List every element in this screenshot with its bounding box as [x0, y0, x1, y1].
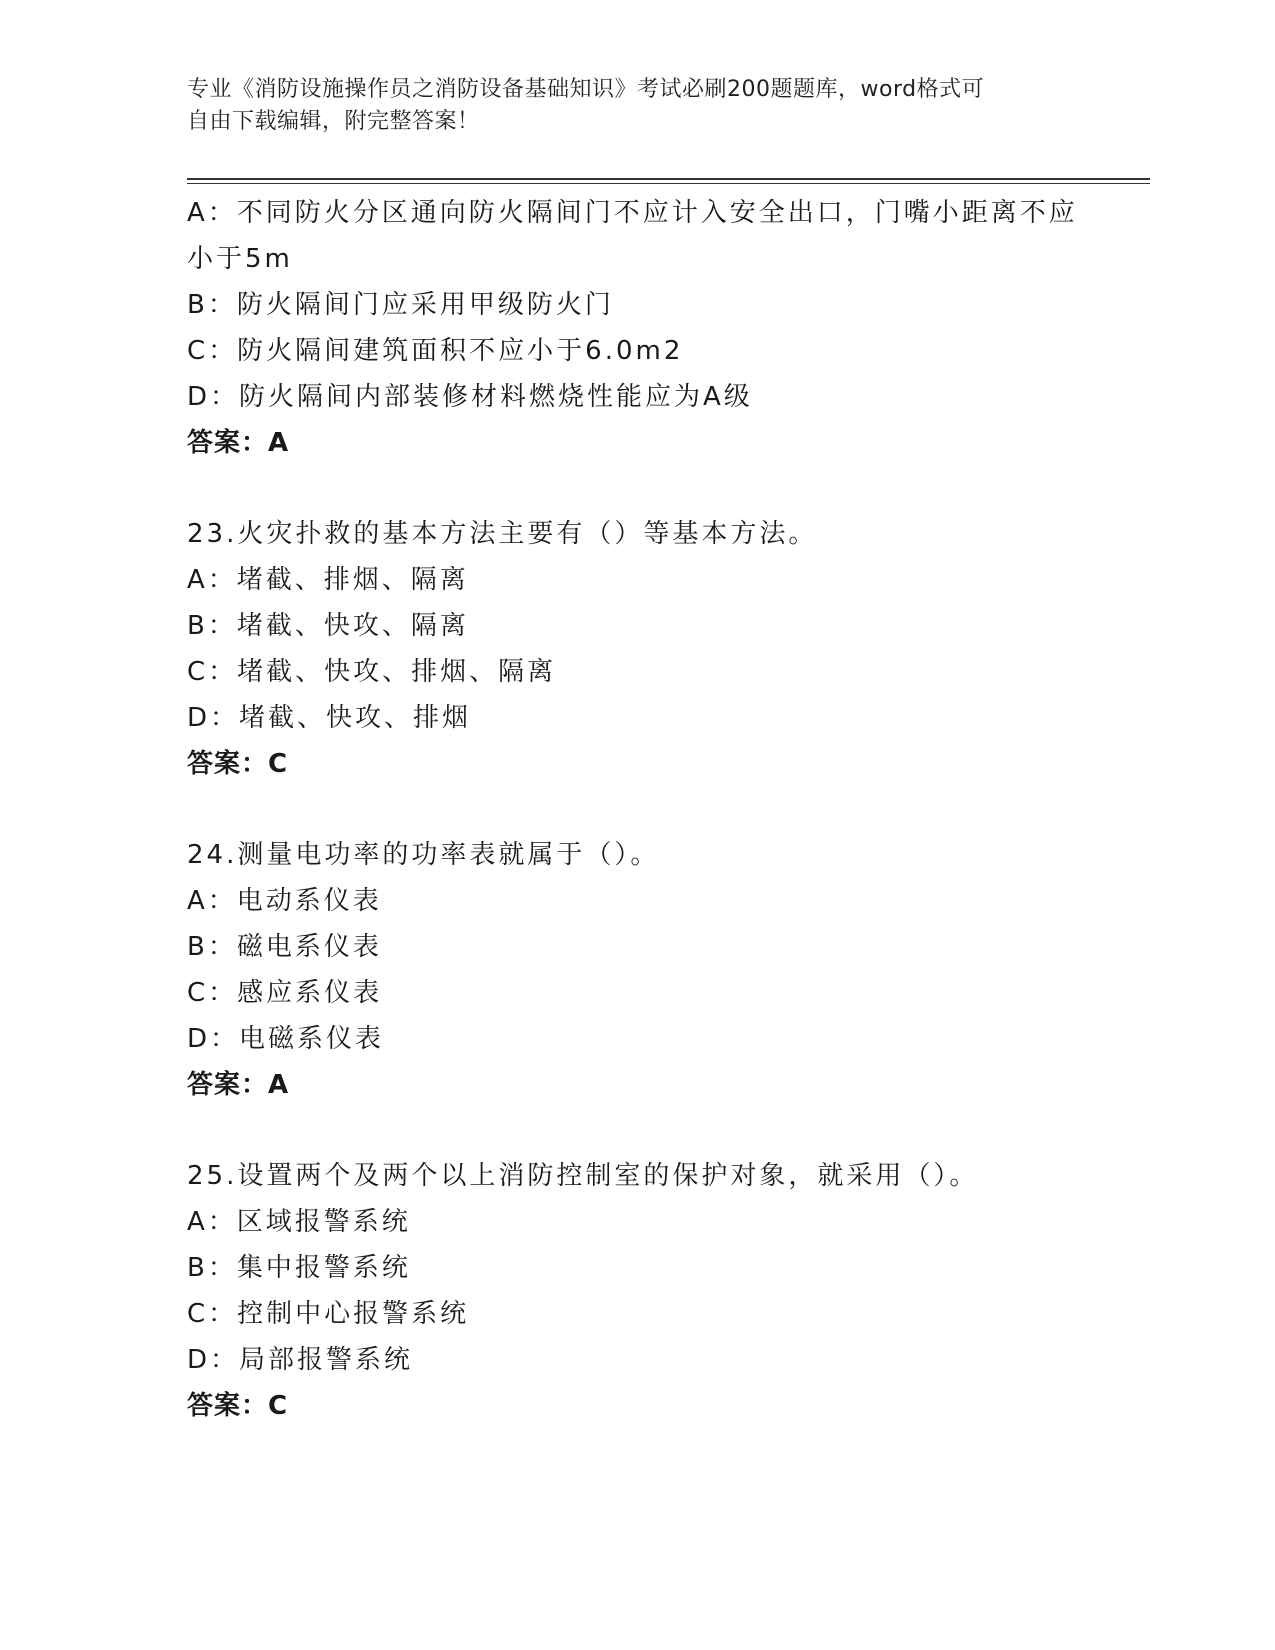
question-24-block: [187, 832, 1087, 1108]
question-spacer: [187, 787, 1087, 832]
question-spacer: [187, 1108, 1087, 1153]
q23-question: 23.火灾扑救的基本方法主要有（）等基本方法。: [187, 519, 818, 549]
question-25-block: [187, 1153, 1087, 1429]
q25-answer: 答案：C: [187, 1391, 289, 1421]
q25-option-a: A：区域报警系统: [187, 1207, 411, 1237]
question-spacer: [187, 466, 1087, 511]
q22-answer: 答案：A: [187, 428, 290, 458]
header-line-2: 自由下载编辑，附完整答案！: [187, 109, 480, 134]
q24-question: 24.测量电功率的功率表就属于（）。: [187, 840, 660, 870]
q22-option-a-line-1: A：不同防火分区通向防火隔间门不应计入安全出口，门嘴小距离不应: [187, 198, 1078, 228]
q23-option-b: B：堵截、快攻、隔离: [187, 611, 469, 641]
q25-option-c: C：控制中心报警系统: [187, 1299, 470, 1329]
q23-option-a: A：堵截、排烟、隔离: [187, 565, 469, 595]
q22-option-d: D：防火隔间内部装修材料燃烧性能应为A级: [187, 382, 753, 412]
q25-option-d: D：局部报警系统: [187, 1345, 414, 1375]
q24-option-d: D：电磁系仪表: [187, 1024, 385, 1054]
q25-option-b: B：集中报警系统: [187, 1253, 411, 1283]
q24-option-b: B：磁电系仪表: [187, 932, 382, 962]
question-list: [187, 190, 1087, 1429]
question-22-block: [187, 190, 1087, 466]
q25-question: 25.设置两个及两个以上消防控制室的保护对象，就采用（）。: [187, 1161, 979, 1191]
header-line-1: 专业《消防设施操作员之消防设备基础知识》考试必刷200题题库，word格式可: [187, 77, 985, 102]
q22-option-b: B：防火隔间门应采用甲级防火门: [187, 290, 614, 320]
q24-option-c: C：感应系仪表: [187, 978, 383, 1008]
q23-answer: 答案：C: [187, 749, 289, 779]
document-header: [187, 74, 1087, 138]
q24-answer: 答案：A: [187, 1070, 290, 1100]
q23-option-c: C：堵截、快攻、排烟、隔离: [187, 657, 557, 687]
q24-option-a: A：电动系仪表: [187, 886, 382, 916]
q22-option-a-line-2: 小于5m: [187, 244, 293, 274]
header-divider-thin: [187, 183, 1150, 184]
header-divider-thick: [187, 178, 1150, 180]
question-23-block: [187, 511, 1087, 787]
q23-option-d: D：堵截、快攻、排烟: [187, 703, 472, 733]
q22-option-c: C：防火隔间建筑面积不应小于6.0m2: [187, 336, 684, 366]
